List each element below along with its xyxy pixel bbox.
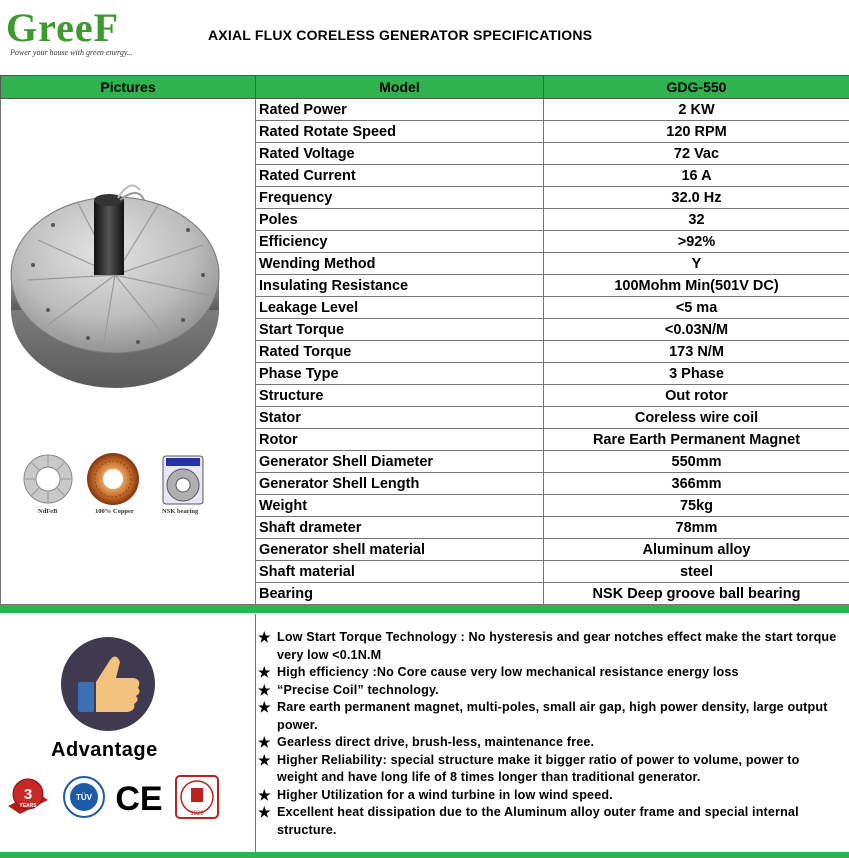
advantage-item	[258, 664, 843, 682]
spec-label: Generator shell material	[256, 539, 544, 561]
spec-value: <5 ma	[544, 297, 849, 319]
spec-value: 32.0 Hz	[544, 187, 849, 209]
spec-label: Phase Type	[256, 363, 544, 385]
advantage-item	[258, 752, 843, 787]
advantage-list	[258, 629, 843, 839]
spec-value: steel	[544, 561, 849, 583]
spec-label: Generator Shell Diameter	[256, 451, 544, 473]
spec-label: Insulating Resistance	[256, 275, 544, 297]
spec-value: 366mm	[544, 473, 849, 495]
advantage-text: Excellent heat dissipation due to the Aluminum alloy outer frame and special internal structure.	[277, 805, 799, 837]
advantage-item	[258, 629, 843, 664]
header-model: Model	[256, 76, 544, 99]
spec-value: 75kg	[544, 495, 849, 517]
spec-value: Out rotor	[544, 385, 849, 407]
spec-label: Generator Shell Length	[256, 473, 544, 495]
tuv-badge-icon	[63, 776, 105, 818]
header-pictures: Pictures	[1, 76, 256, 99]
spec-value: Coreless wire coil	[544, 407, 849, 429]
section-divider-top	[0, 605, 849, 613]
advantage-text: Gearless direct drive, brush-less, maintenance free.	[277, 735, 595, 749]
spec-value: 550mm	[544, 451, 849, 473]
star-icon: ★	[258, 734, 271, 750]
spec-label: Rated Current	[256, 165, 544, 187]
advantage-text: “Precise Coil” technology.	[277, 682, 439, 697]
advantage-item	[258, 787, 843, 805]
spec-label: Rated Rotate Speed	[256, 121, 544, 143]
spec-value: 100Mohm Min(501V DC)	[544, 275, 849, 297]
spec-value: 72 Vac	[544, 143, 849, 165]
spec-value: NSK Deep groove ball bearing	[544, 583, 849, 605]
spec-value: 120 RPM	[544, 121, 849, 143]
star-icon: ★	[258, 681, 271, 698]
spec-value: 78mm	[544, 517, 849, 539]
warranty-years: 3	[23, 786, 33, 803]
warranty-badge-icon	[4, 776, 52, 818]
section-divider-bottom	[0, 852, 849, 858]
advantage-text: Rare earth permanent magnet, multi-poles, small air gap, high power density, large output power.	[277, 700, 828, 732]
spec-label: Rated Torque	[256, 341, 544, 363]
spec-label: Rotor	[256, 429, 544, 451]
spec-header-row	[1, 76, 849, 99]
copper-coil-image	[85, 451, 141, 507]
star-icon: ★	[258, 786, 271, 803]
advantage-text: Higher Utilization for a wind turbine in low wind speed.	[277, 787, 613, 802]
spec-value: 2 KW	[544, 99, 849, 121]
spec-value: 32	[544, 209, 849, 231]
copper-label: 100% Copper	[95, 508, 134, 515]
nsk-bearing-label: NSK bearing	[162, 508, 199, 515]
spec-label: Start Torque	[256, 319, 544, 341]
spec-label: Shaft drameter	[256, 517, 544, 539]
warranty-unit: YEARS	[19, 803, 37, 809]
spec-label: Rated Power	[256, 99, 544, 121]
spec-label: Weight	[256, 495, 544, 517]
star-icon: ★	[258, 629, 271, 645]
star-icon: ★	[258, 699, 271, 715]
spec-value: Rare Earth Permanent Magnet	[544, 429, 849, 451]
bureau-veritas-badge-icon	[174, 774, 220, 820]
thumbs-up-icon	[60, 636, 156, 732]
ndfeb-magnet-image	[22, 453, 74, 505]
spec-label: Poles	[256, 209, 544, 231]
spec-value: 173 N/M	[544, 341, 849, 363]
advantage-text: Higher Reliability: special structure make it bigger ratio of power to volume, power to weight and have long life of 8 times longer than traditional generator.	[277, 752, 800, 784]
logo-tagline: Power your house with green energy...	[10, 48, 133, 57]
bv-year: 1828	[190, 811, 204, 817]
spec-label: Wending Method	[256, 253, 544, 275]
spec-value: 16 A	[544, 165, 849, 187]
spec-label: Stator	[256, 407, 544, 429]
logo-wordmark: GreeF	[6, 5, 120, 50]
spec-label: Structure	[256, 385, 544, 407]
spec-value: 3 Phase	[544, 363, 849, 385]
advantage-item	[258, 804, 843, 839]
star-icon: ★	[258, 751, 271, 768]
advantage-item	[258, 699, 843, 734]
spec-label: Rated Voltage	[256, 143, 544, 165]
generator-image	[8, 170, 238, 430]
spec-label: Shaft material	[256, 561, 544, 583]
header-model-number: GDG-550	[544, 76, 849, 99]
spec-value: >92%	[544, 231, 849, 253]
nsk-bearing-image	[160, 454, 206, 506]
advantage-title: Advantage	[51, 739, 158, 761]
spec-label: Bearing	[256, 583, 544, 605]
ndfeb-label: NdFeB	[38, 508, 58, 515]
advantage-item	[258, 682, 843, 700]
ce-text: CE	[115, 780, 163, 818]
advantage-text: High efficiency :No Core cause very low mechanical resistance energy loss	[277, 665, 739, 679]
ce-mark-icon	[114, 778, 164, 818]
spec-value: Aluminum alloy	[544, 539, 849, 561]
pictures-panel	[0, 98, 255, 604]
page-title: AXIAL FLUX CORELESS GENERATOR SPECIFICATIONS	[208, 27, 593, 43]
star-icon: ★	[258, 804, 271, 820]
advantage-item	[258, 734, 843, 752]
spec-label: Leakage Level	[256, 297, 544, 319]
spec-label: Efficiency	[256, 231, 544, 253]
tuv-text: TÜV	[76, 793, 92, 802]
spec-value: Y	[544, 253, 849, 275]
company-logo	[6, 4, 146, 60]
advantage-text: Low Start Torque Technology : No hysteresis and gear notches effect make the start torque very low <0.1N.M	[277, 630, 837, 662]
spec-value: <0.03N/M	[544, 319, 849, 341]
spec-label: Frequency	[256, 187, 544, 209]
star-icon: ★	[258, 664, 271, 680]
